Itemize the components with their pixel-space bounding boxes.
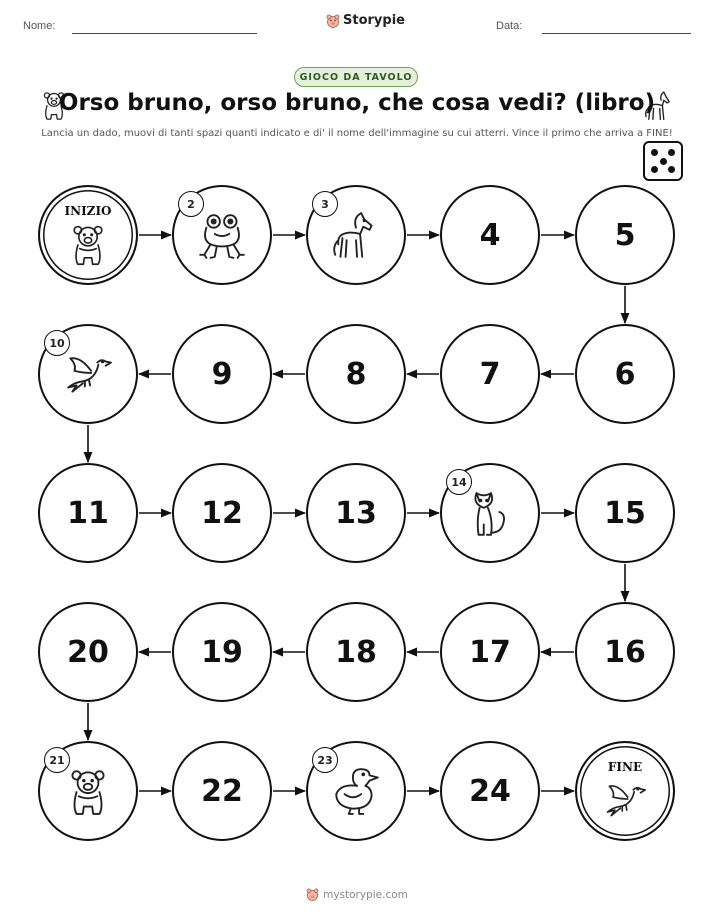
instructions: Lancia un dado, muovi di tanti spazi quanti indicato e di' il nome dell'immagine su cui atterri. Vince il primo che arriva a FINE! (41, 128, 673, 139)
date-label: Data: (496, 20, 523, 32)
space-number: 6 (614, 356, 636, 392)
page-title: Orso bruno, orso bruno, che cosa vedi? (libro) (58, 90, 656, 116)
space-number-badge: 2 (178, 191, 204, 217)
board-space (306, 324, 406, 424)
space-number: 13 (335, 495, 377, 531)
space-number-badge: 10 (44, 330, 70, 356)
space-number-badge: 3 (312, 191, 338, 217)
bear-icon (65, 221, 111, 267)
board-space (440, 463, 540, 563)
space-number: 5 (614, 217, 636, 253)
cat-icon (464, 487, 516, 539)
board-space (172, 463, 272, 563)
board-space (440, 324, 540, 424)
bird-icon (62, 348, 114, 400)
space-number: 8 (345, 356, 367, 392)
name-label: Nome: (23, 20, 56, 32)
space-number: 24 (469, 773, 511, 809)
space-number-badge: 23 (312, 747, 338, 773)
brand-name: Storypie (343, 13, 405, 28)
space-number: 11 (67, 495, 109, 531)
footer (0, 888, 714, 901)
board-space (172, 741, 272, 841)
board-space (575, 185, 675, 285)
board-space (575, 463, 675, 563)
board-space (306, 741, 406, 841)
board-space (440, 602, 540, 702)
space-number: 15 (604, 495, 646, 531)
space-label: FINE (607, 760, 643, 774)
board-space (575, 602, 675, 702)
space-number: 16 (604, 634, 646, 670)
board-space (38, 324, 138, 424)
category-badge: GIOCO DA TAVOLO (294, 67, 418, 87)
board-space (172, 185, 272, 285)
duck-icon (330, 765, 382, 817)
board-space (440, 185, 540, 285)
horse-icon (330, 209, 382, 261)
board-space (172, 602, 272, 702)
space-number-badge: 21 (44, 747, 70, 773)
space-number: 20 (67, 634, 109, 670)
space-number: 12 (201, 495, 243, 531)
board-space (172, 324, 272, 424)
bear-icon (62, 765, 114, 817)
space-number: 4 (479, 217, 501, 253)
space-number: 19 (201, 634, 243, 670)
finish-space (575, 741, 675, 841)
board-space (440, 741, 540, 841)
space-number-badge: 14 (446, 469, 472, 495)
space-label: INIZIO (64, 204, 112, 218)
board-space (306, 602, 406, 702)
board-space (575, 324, 675, 424)
pig-logo-icon (306, 888, 319, 901)
board-space (306, 463, 406, 563)
board-space (38, 463, 138, 563)
footer-link[interactable]: mystorypie.com (323, 888, 408, 901)
bird-icon (602, 777, 648, 823)
board-space (38, 741, 138, 841)
start-space (38, 185, 138, 285)
board-space (306, 185, 406, 285)
space-number: 18 (335, 634, 377, 670)
board-space (38, 602, 138, 702)
frog-icon (196, 209, 248, 261)
space-number: 17 (469, 634, 511, 670)
space-number: 22 (201, 773, 243, 809)
space-number: 7 (479, 356, 501, 392)
space-number: 9 (211, 356, 233, 392)
